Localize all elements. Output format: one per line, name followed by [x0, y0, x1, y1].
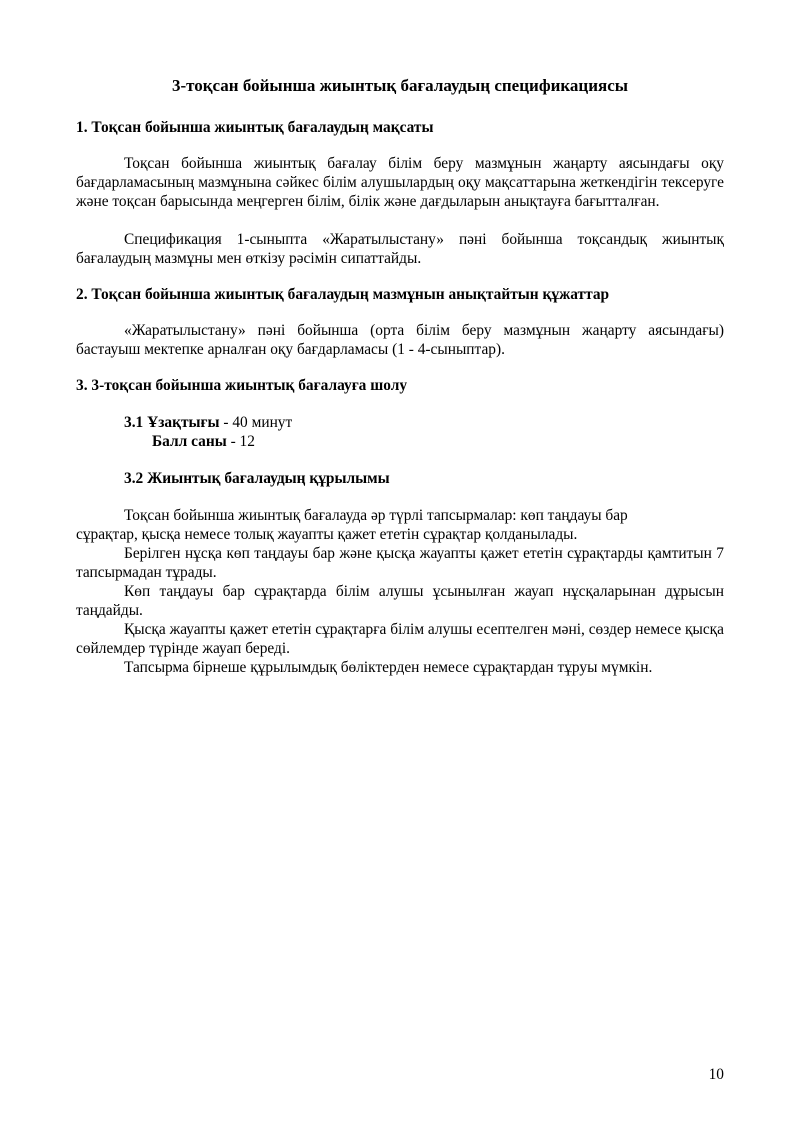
- duration-value: - 40 минут: [219, 414, 293, 431]
- section-3-paragraph-4: Қысқа жауапты қажет ететін сұрақтарға білім алушы есептелген мәні, сөздер немесе қысқа сөйлемдер түрінде жауап береді.: [76, 621, 724, 657]
- document-title: 3-тоқсан бойынша жиынтық бағалаудың спецификациясы: [171, 76, 629, 95]
- section-1-heading: 1. Тоқсан бойынша жиынтық бағалаудың мақсаты: [76, 119, 434, 136]
- section-3-paragraph-1-line-2: сұрақтар, қысқа немесе толық жауапты қажет ететін сұрақтар қолданылады.: [76, 526, 578, 543]
- section-2-heading: 2. Тоқсан бойынша жиынтық бағалаудың мазмұнын анықтайтын құжаттар: [76, 286, 610, 303]
- section-3-heading: 3. 3-тоқсан бойынша жиынтық бағалауға шолу: [76, 377, 408, 394]
- section-3-paragraph-1-line-1: Тоқсан бойынша жиынтық бағалауда әр түрлі тапсырмалар: көп таңдауы бар: [124, 507, 628, 524]
- section-3-paragraph-5: Тапсырма бірнеше құрылымдық бөліктерден немесе сұрақтардан тұруы мүмкін.: [124, 659, 653, 676]
- section-3-paragraph-2: Берілген нұсқа көп таңдауы бар және қысқа жауапты қажет ететін сұрақтарды қамтитын 7 тапсырмадан тұрады.: [76, 545, 724, 581]
- section-1-paragraph-2: Спецификация 1-сыныпта «Жаратылыстану» пәні бойынша тоқсандық жиынтық бағалаудың мазмұны мен өткізу рәсімін сипаттайды.: [76, 231, 724, 267]
- score-line: [124, 432, 255, 451]
- duration-line: [124, 413, 292, 432]
- duration-label: 3.1 Ұзақтығы: [124, 414, 220, 431]
- section-2-paragraph-1: «Жаратылыстану» пәні бойынша (орта білім беру мазмұнын жаңарту аясындағы) бастауыш мектепке арналған оқу бағдарламасы (1 - 4-сыныптар).: [76, 322, 724, 358]
- page-number: 10: [708, 1066, 724, 1083]
- score-value: - 12: [226, 433, 255, 450]
- section-1-paragraph-1: Тоқсан бойынша жиынтық бағалау білім беру мазмұнын жаңарту аясындағы оқу бағдарламасының мазмұнына сәйкес білім алушылардың оқу мақсаттарына жеткендігін тексеруге және тоқсан барысында меңгерген білім, білік және дағдыларын анықтауға бағытталған.: [76, 155, 724, 210]
- score-label: Балл саны: [152, 433, 227, 450]
- section-3-2-heading: 3.2 Жиынтық бағалаудың құрылымы: [124, 470, 390, 487]
- section-3-paragraph-3: Көп таңдауы бар сұрақтарда білім алушы ұсынылған жауап нұсқаларынан дұрысын таңдайды.: [76, 583, 724, 619]
